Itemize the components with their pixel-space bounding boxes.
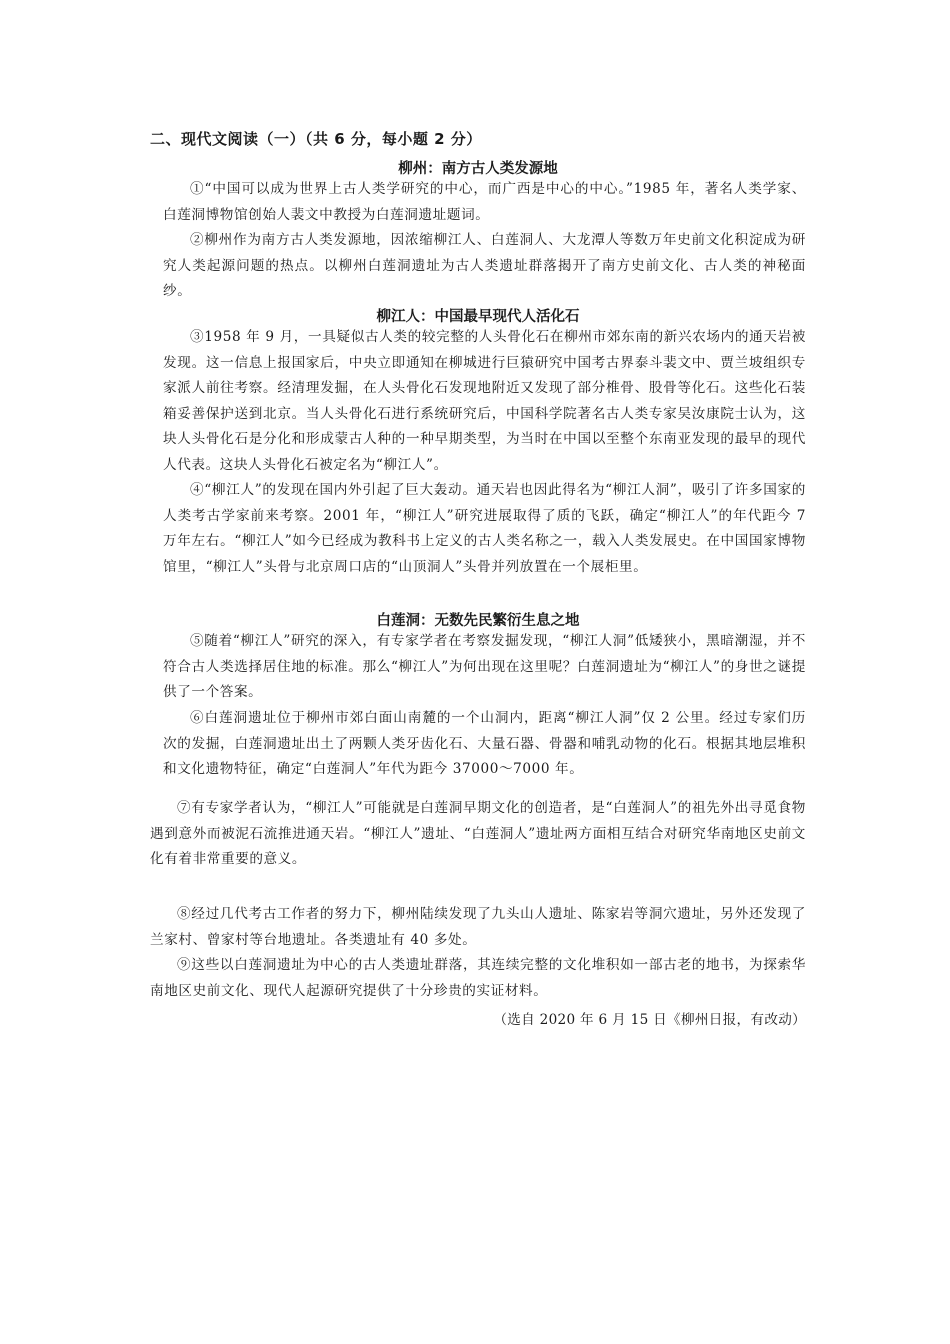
paragraph-4: ④“柳江人”的发现在国内外引起了巨大轰动。通天岩也因此得名为“柳江人洞”，吸引了许多国家的人类考古学家前来考察。2001 年，“柳江人”研究进展取得了质的飞跃，确定“柳江人”的年代距今 7 万年左右。“柳江人”如今已经成为教科书上定义的古人类名称之一，载入人类发展史。在中国国家博物馆里，“柳江人”头骨与北京周口店的“山顶洞人”头骨并列放置在一个展柜里。 [163,482,806,575]
subheading-liuzhou: 柳州：南方古人类发源地 [398,161,558,177]
paragraph-5: ⑤随着“柳江人”研究的深入，有专家学者在考察发掘发现，“柳江人洞”低矮狭小，黑暗潮湿，并不符合古人类选择居住地的标准。那么“柳江人”为何出现在这里呢？白莲洞遗址为“柳江人”的身世之谜提供了一个答案。 [163,633,806,700]
paragraph-3: ③1958 年 9 月，一具疑似古人类的较完整的人头骨化石在柳州市郊东南的新兴农场内的通天岩被发现。这一信息上报国家后，中央立即通知在柳城进行巨猿研究中国考古界泰斗裴文中、贾兰坡组织专家派人前往考察。经清理发掘，在人头骨化石发现地附近又发现了部分椎骨、股骨等化石。这些化石装箱妥善保护送到北京。当人头骨化石进行系统研究后，中国科学院著名古人类专家吴汝康院士认为，这块人头骨化石是分化和形成蒙古人种的一种早期类型，为当时在中国以至整个东南亚发现的最早的现代人代表。这块人头骨化石被定名为“柳江人”。 [163,329,806,473]
paragraph-2: ②柳州作为南方古人类发源地，因浓缩柳江人、白莲洞人、大龙潭人等数万年史前文化积淀成为研究人类起源问题的热点。以柳州白莲洞遗址为古人类遗址群落揭开了南方史前文化、古人类的神秘面纱。 [163,232,806,299]
paragraph-8: ⑧经过几代考古工作者的努力下，柳州陆续发现了九头山人遗址、陈家岩等洞穴遗址，另外还发现了兰家村、曾家村等台地遗址。各类遗址有 40 多处。 [150,906,806,948]
section-title: 二、现代文阅读（一）（共 6 分，每小题 2 分） [150,130,482,148]
paragraph-9: ⑨这些以白莲洞遗址为中心的古人类遗址群落，其连续完整的文化堆积如一部古老的地书，为探索华南地区史前文化、现代人起源研究提供了十分珍贵的实证材料。 [150,957,806,999]
paragraph-6: ⑥白莲洞遗址位于柳州市郊白面山南麓的一个山洞内，距离“柳江人洞”仅 2 公里。经过专家们历次的发掘，白莲洞遗址出土了两颗人类牙齿化石、大量石器、骨器和哺乳动物的化石。根据其地层堆积和文化遗物特征，确定“白莲洞人”年代为距今 37000～7000 年。 [163,710,806,777]
subheading-bailian-cave: 白莲洞：无数先民繁衍生息之地 [376,613,580,629]
paragraph-1: ①“中国可以成为世界上古人类学研究的中心，而广西是中心的中心。”1985 年，著名人类学家、白莲洞博物馆创始人裴文中教授为白莲洞遗址题词。 [163,181,806,223]
subheading-liujiang-man: 柳江人：中国最早现代人活化石 [376,309,580,325]
paragraph-7: ⑦有专家学者认为，“柳江人”可能就是白莲洞早期文化的创造者，是“白莲洞人”的祖先外出寻觅食物遇到意外而被泥石流推进通天岩。“柳江人”遗址、“白莲洞人”遗址两方面相互结合对研究华南地区史前文化有着非常重要的意义。 [150,800,806,867]
source-citation: （选自 2020 年 6 月 15 日《柳州日报，有改动） [493,1012,806,1028]
